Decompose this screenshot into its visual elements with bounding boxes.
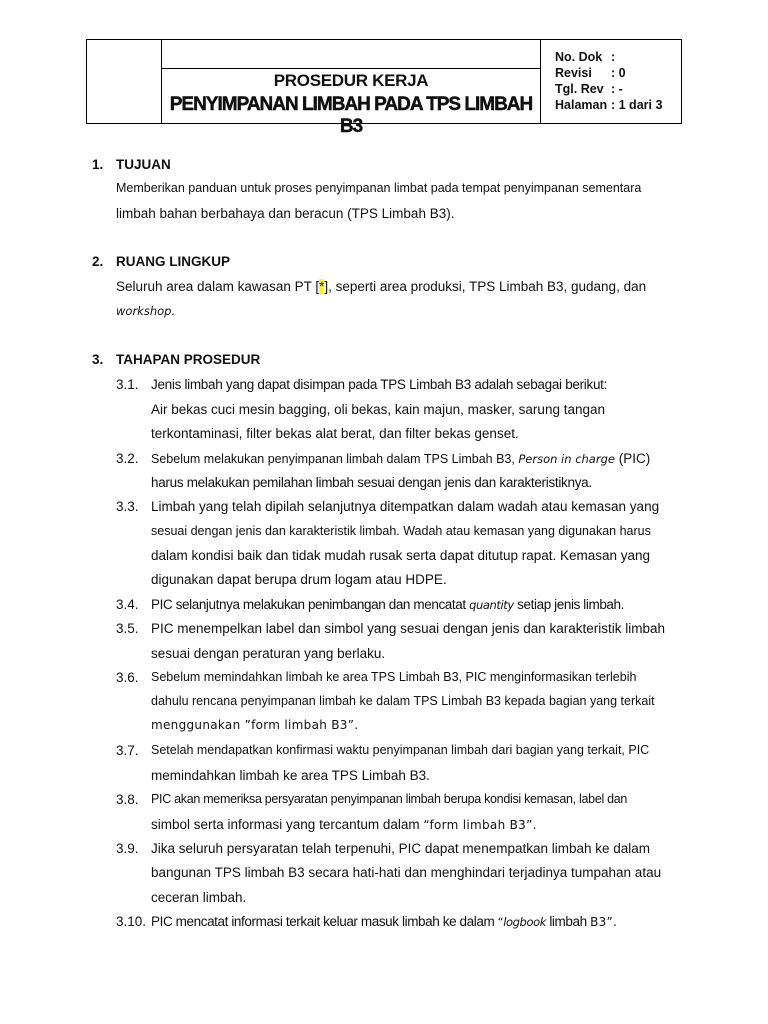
section-1-title: TUJUAN xyxy=(116,157,171,172)
item-text: sesuai dengan peraturan yang berlaku. xyxy=(151,646,386,661)
section-1-text: Memberikan panduan untuk proses penyimpanan limbat pada tempat penyimpanan sementara xyxy=(116,181,642,195)
item-text: Sebelum melakukan penyimpanan limbah dalam TPS Limbah B3, Person in charge (PIC) xyxy=(151,451,651,466)
doc-title-line1: PROSEDUR KERJA xyxy=(273,71,429,90)
section-2-text: workshop. xyxy=(116,304,176,318)
item-text: dalam kondisi baik dan tidak mudah rusak serta dapat ditutup rapat. Kemasan yang xyxy=(151,548,651,563)
item-text: Jenis limbah yang dapat disimpan pada TPS Limbah B3 adalah sebagai berikut: xyxy=(151,377,608,392)
item-number: 3.5. xyxy=(116,621,139,636)
item-text: Sebelum memindahkan limbah ke area TPS Limbah B3, PIC menginformasikan terlebih xyxy=(151,670,637,684)
section-3-number: 3. xyxy=(92,352,104,367)
document-header-table xyxy=(86,39,682,137)
meta-halaman: Halaman : 1 dari 3 xyxy=(555,98,663,112)
item-text: ceceran limbah. xyxy=(151,890,247,905)
section-1-number: 1. xyxy=(92,157,104,172)
doc-title-line2: PENYIMPANAN LIMBAH PADA TPS LIMBAH B3 xyxy=(169,94,533,137)
meta-revisi: Revisi : 0 xyxy=(555,66,626,80)
item-text: terkontaminasi, filter bekas alat berat, dan filter bekas genset. xyxy=(151,426,519,441)
section-2-number: 2. xyxy=(92,254,104,269)
item-text: simbol serta informasi yang tercantum dalam “form limbah B3”. xyxy=(151,817,537,832)
item-number: 3.10. xyxy=(116,914,147,929)
item-number: 3.4. xyxy=(116,597,139,612)
item-text: Limbah yang telah dipilah selanjutnya ditempatkan dalam wadah atau kemasan yang xyxy=(151,499,660,514)
title-cell xyxy=(162,69,540,137)
item-text: dahulu rencana penyimpanan limbah ke dalam TPS Limbah B3 kepada bagian yang terkait xyxy=(151,694,655,708)
meta-cell xyxy=(540,40,682,123)
section-3-title: TAHAPAN PROSEDUR xyxy=(116,352,261,367)
item-text: PIC selanjutnya melakukan penimbangan dan mencatat quantity setiap jenis limbah. xyxy=(151,597,624,612)
item-number: 3.6. xyxy=(116,670,139,685)
placeholder-highlight: * xyxy=(319,279,325,294)
item-number: 3.8. xyxy=(116,792,139,807)
item-text: PIC akan memeriksa persyaratan penyimpanan limbah berupa kondisi kemasan, label dan xyxy=(151,792,628,806)
logo-cell xyxy=(87,40,162,123)
item-number: 3.9. xyxy=(116,841,139,856)
item-number: 3.1. xyxy=(116,377,139,392)
meta-no-dok: No. Dok : xyxy=(555,50,616,64)
item-text: harus melakukan pemilahan limbah sesuai dengan jenis dan karakteristiknya. xyxy=(151,475,592,490)
item-number: 3.2. xyxy=(116,451,139,466)
section-2-text: Seluruh area dalam kawasan PT [*], seperti area produksi, TPS Limbah B3, gudang, dan xyxy=(116,279,647,294)
section-2-title: RUANG LINGKUP xyxy=(116,254,230,269)
meta-tgl-rev: Tgl. Rev : - xyxy=(555,82,623,96)
item-text: menggunakan ”form limbah B3”. xyxy=(151,718,359,732)
item-text: memindahkan limbah ke area TPS Limbah B3. xyxy=(151,768,430,783)
item-text: bangunan TPS limbah B3 secara hati-hati dan menghindari terjadinya tumpahan atau xyxy=(151,865,662,880)
header-top-cell xyxy=(162,40,540,69)
item-text: digunakan dapat berupa drum logam atau HDPE. xyxy=(151,572,447,587)
item-number: 3.7. xyxy=(116,743,139,758)
item-text: Jika seluruh persyaratan telah terpenuhi, PIC dapat menempatkan limbah ke dalam xyxy=(151,841,651,856)
item-number: 3.3. xyxy=(116,499,139,514)
item-text: Setelah mendapatkan konfirmasi waktu penyimpanan limbah dari bagian yang terkait, PIC xyxy=(151,743,650,757)
item-text: PIC menempelkan label dan simbol yang sesuai dengan jenis dan karakteristik limbah xyxy=(151,621,666,636)
item-text: Air bekas cuci mesin bagging, oli bekas, kain majun, masker, sarung tangan xyxy=(151,402,605,417)
item-text: PIC mencatat informasi terkait keluar masuk limbah ke dalam “logbook limbah B3”. xyxy=(151,914,618,929)
section-1-text: limbah bahan berbahaya dan beracun (TPS Limbah B3). xyxy=(116,206,455,221)
item-text: sesuai dengan jenis dan karakteristik limbah. Wadah atau kemasan yang digunakan harus xyxy=(151,524,651,538)
